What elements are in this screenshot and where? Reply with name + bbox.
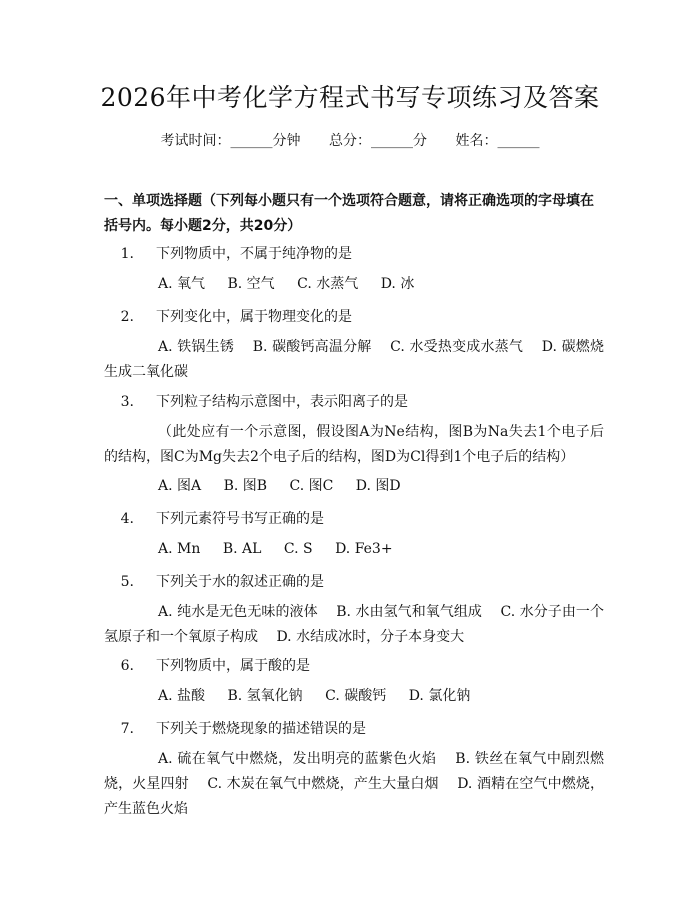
question-6-options xyxy=(104,684,604,709)
question-text: 下列关于水的叙述正确的是 xyxy=(156,574,324,590)
exam-time-field: 考试时间：______分钟 xyxy=(160,133,301,149)
option-c: C. 木炭在氧气中燃烧，产生大量白烟 xyxy=(207,776,439,792)
question-4-options xyxy=(104,537,604,562)
option-d: D. 氯化钠 xyxy=(408,688,471,704)
option-b: B. 图B xyxy=(223,478,268,494)
page-title: 2026年中考化学方程式书写专项练习及答案 xyxy=(100,83,600,112)
option-d: D. 图D xyxy=(355,478,401,494)
question-5-options xyxy=(104,600,604,650)
option-d: D. 水结成冰时，分子本身变大 xyxy=(276,629,465,645)
option-d: D. 冰 xyxy=(380,276,415,292)
question-number: 6. xyxy=(120,658,134,674)
option-a: A. 硫在氧气中燃烧，发出明亮的蓝紫色火焰 xyxy=(158,751,437,767)
option-a: A. 纯水是无色无味的液体 xyxy=(158,604,318,620)
question-4 xyxy=(104,507,604,532)
option-c: C. S xyxy=(283,541,313,557)
question-number: 7. xyxy=(120,721,134,737)
question-number: 5. xyxy=(120,574,134,590)
question-number: 2. xyxy=(120,309,134,325)
exam-info-line xyxy=(0,131,700,151)
option-a: A. 铁锅生锈 xyxy=(158,339,235,355)
option-c: C. 图C xyxy=(289,478,334,494)
question-text: 下列关于燃烧现象的描述错误的是 xyxy=(156,721,366,737)
option-a: A. 图A xyxy=(158,478,202,494)
option-c: C. 水受热变成水蒸气 xyxy=(390,339,524,355)
option-c: C. 水分子由一个氢原子和一个氧原子构成 xyxy=(104,604,604,645)
question-number: 4. xyxy=(120,511,134,527)
question-2-options xyxy=(104,335,604,385)
question-number: 1. xyxy=(120,246,134,262)
question-text: 下列粒子结构示意图中，表示阳离子的是 xyxy=(156,394,408,410)
option-d: D. 酒精在空气中燃烧，产生蓝色火焰 xyxy=(104,776,605,817)
question-6 xyxy=(104,654,604,679)
option-b: B. AL xyxy=(222,541,262,557)
option-b: B. 氢氧化钠 xyxy=(227,688,303,704)
question-text: 下列元素符号书写正确的是 xyxy=(156,511,324,527)
option-a: A. Mn xyxy=(158,541,201,557)
question-text: 下列变化中，属于物理变化的是 xyxy=(156,309,352,325)
section-heading: 一、单项选择题（下列每小题只有一个选项符合题意，请将正确选项的字母填在括号内。每小题2分，共20分） xyxy=(104,193,594,234)
question-3-options xyxy=(104,474,604,499)
question-5 xyxy=(104,570,604,595)
question-7-options xyxy=(104,747,604,822)
question-3-note: （此处应有一个示意图，假设图A为Ne结构，图B为Na失去1个电子后的结构，图C为Mg失去2个电子后的结构，图D为Cl得到1个电子后的结构） xyxy=(104,424,604,465)
option-d: D. Fe3+ xyxy=(335,541,393,557)
question-1 xyxy=(104,242,604,267)
question-7 xyxy=(104,717,604,742)
question-2 xyxy=(104,305,604,330)
option-b: B. 水由氢气和氧气组成 xyxy=(336,604,482,620)
question-1-options xyxy=(104,272,604,297)
question-3 xyxy=(104,390,604,415)
option-b: B. 碳酸钙高温分解 xyxy=(252,339,372,355)
option-a: A. 氧气 xyxy=(158,276,206,292)
question-text: 下列物质中，不属于纯净物的是 xyxy=(156,246,352,262)
option-c: C. 碳酸钙 xyxy=(325,688,387,704)
option-a: A. 盐酸 xyxy=(158,688,206,704)
question-text: 下列物质中，属于酸的是 xyxy=(156,658,310,674)
name-field: 姓名：______ xyxy=(455,133,540,149)
option-c: C. 水蒸气 xyxy=(297,276,359,292)
option-d: D. 碳燃烧生成二氧化碳 xyxy=(104,339,604,380)
option-b: B. 铁丝在氧气中剧烈燃烧，火星四射 xyxy=(104,751,604,792)
question-number: 3. xyxy=(120,394,134,410)
total-score-field: 总分：______分 xyxy=(329,133,427,149)
option-b: B. 空气 xyxy=(227,276,275,292)
